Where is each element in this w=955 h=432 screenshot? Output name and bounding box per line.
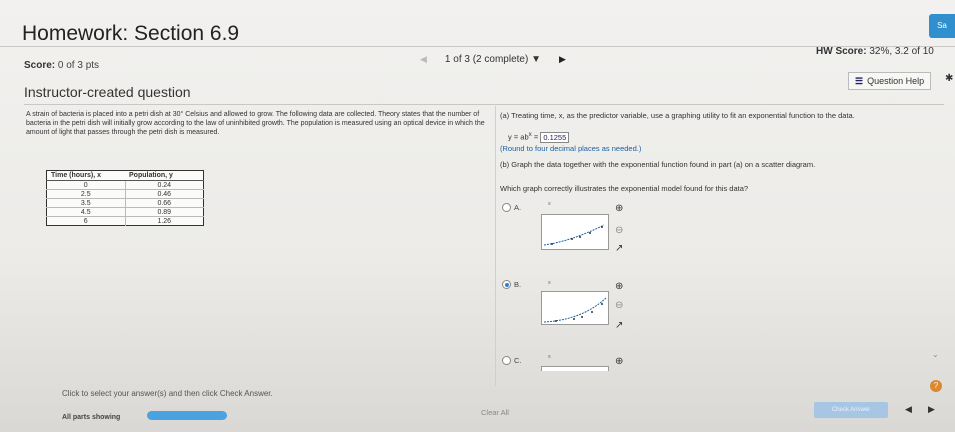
- table-row: [47, 217, 204, 226]
- divider: [24, 104, 944, 105]
- radio-b[interactable]: [502, 280, 511, 289]
- cell-population: 0.66: [125, 199, 204, 208]
- clear-all-button[interactable]: Clear All: [481, 408, 509, 417]
- progress-bar: [147, 411, 227, 420]
- table-row: [47, 199, 204, 208]
- cell-population: 0.24: [125, 181, 204, 190]
- help-icon[interactable]: ?: [930, 380, 942, 392]
- axis-tick-icon: ≡: [548, 354, 551, 360]
- question-navigator: [420, 54, 566, 65]
- external-link-icon[interactable]: ↗: [615, 320, 624, 331]
- option-c[interactable]: [502, 356, 522, 365]
- option-c-label: C.: [514, 356, 522, 365]
- graph-b[interactable]: [541, 291, 609, 325]
- cell-population: 0.46: [125, 190, 204, 199]
- save-button[interactable]: Sa: [929, 14, 955, 38]
- score-value: 0 of 3 pts: [57, 60, 100, 71]
- equation-exponent: x: [528, 131, 532, 138]
- cell-population: 0.89: [125, 208, 204, 217]
- gear-icon[interactable]: ✱: [945, 73, 954, 84]
- graph-a-plot: [542, 215, 608, 249]
- equation-equals: =: [531, 132, 541, 142]
- hw-score: [816, 46, 934, 57]
- problem-text: A strain of bacteria is placed into a petri dish at 30° Celsius and allowed to grow. The following data are collected. Theory states that the number of bacteria in the petri dish will initially grow according to the law of uninhibited growth. The population is measured using an optical device in which the amount of light that passes through the petri dish is measured.: [26, 111, 485, 136]
- zoom-in-icon[interactable]: ⊕: [615, 203, 624, 214]
- cell-time: 0: [47, 181, 126, 190]
- hw-score-label: HW Score:: [816, 46, 867, 57]
- hw-score-value: 32%, 3.2 of 10: [869, 46, 934, 57]
- graph-a[interactable]: [541, 214, 609, 250]
- part-a-text: (a) Treating time, x, as the predictor variable, use a graphing utility to fit an exponential function to the data.: [500, 111, 855, 120]
- radio-c[interactable]: [502, 356, 511, 365]
- top-bar: [0, 8, 955, 47]
- table-row: [47, 190, 204, 199]
- question-help-button[interactable]: [848, 72, 931, 90]
- prev-question-icon[interactable]: ◀: [420, 54, 427, 64]
- table-row: [47, 181, 204, 190]
- prev-arrow-icon[interactable]: ◀: [905, 404, 912, 414]
- all-parts-label: All parts showing: [62, 414, 121, 421]
- column-divider: [495, 106, 496, 386]
- answer-b-field[interactable]: 0.1255: [540, 132, 569, 143]
- zoom-in-icon[interactable]: ⊕: [615, 281, 624, 292]
- question-title: Instructor-created question: [24, 84, 191, 100]
- axis-tick-icon: ≡: [548, 201, 551, 207]
- next-arrow-icon[interactable]: ▶: [928, 404, 935, 414]
- question-position-dropdown[interactable]: 1 of 3 (2 complete) ▼: [444, 54, 541, 65]
- col-header-time: Time (hours), x: [47, 171, 126, 181]
- option-b-label: B.: [514, 280, 522, 289]
- option-a[interactable]: [502, 203, 521, 212]
- data-table: [46, 170, 204, 226]
- radio-a[interactable]: [502, 203, 511, 212]
- option-a-label: A.: [514, 203, 522, 212]
- table-row: [47, 208, 204, 217]
- question-help-label: Question Help: [867, 76, 925, 86]
- external-link-icon[interactable]: ↗: [615, 243, 624, 254]
- part-b-text: (b) Graph the data together with the exponential function found in part (a) on a scatter diagram.: [500, 160, 816, 169]
- next-question-icon[interactable]: ▶: [558, 54, 566, 64]
- list-icon: ☰: [855, 76, 864, 86]
- option-b[interactable]: [502, 280, 521, 289]
- equation-prefix: y = ab: [508, 132, 529, 142]
- cell-time: 4.5: [47, 208, 126, 217]
- instruction-text: Click to select your answer(s) and then click Check Answer.: [62, 389, 273, 398]
- zoom-out-icon[interactable]: ⊖: [615, 300, 624, 311]
- cell-time: 2.5: [47, 190, 126, 199]
- graph-b-plot: [542, 292, 608, 324]
- cell-time: 3.5: [47, 199, 126, 208]
- score: [24, 60, 99, 71]
- page-title: Homework: Section 6.9: [22, 22, 240, 45]
- which-graph-text: Which graph correctly illustrates the exponential model found for this data?: [500, 184, 749, 193]
- cell-time: 6: [47, 217, 126, 226]
- equation: [508, 131, 569, 143]
- round-note: (Round to four decimal places as needed.): [500, 144, 642, 153]
- zoom-in-icon[interactable]: ⊕: [615, 356, 624, 367]
- score-label: Score:: [24, 60, 56, 71]
- graph-c[interactable]: [541, 366, 609, 371]
- chevron-down-icon[interactable]: ⌄: [932, 350, 939, 359]
- check-answer-button[interactable]: Check Answer: [814, 402, 888, 418]
- axis-tick-icon: ≡: [548, 280, 551, 286]
- cell-population: 1.26: [125, 217, 204, 226]
- zoom-out-icon[interactable]: ⊖: [615, 225, 624, 236]
- col-header-population: Population, y: [125, 171, 204, 181]
